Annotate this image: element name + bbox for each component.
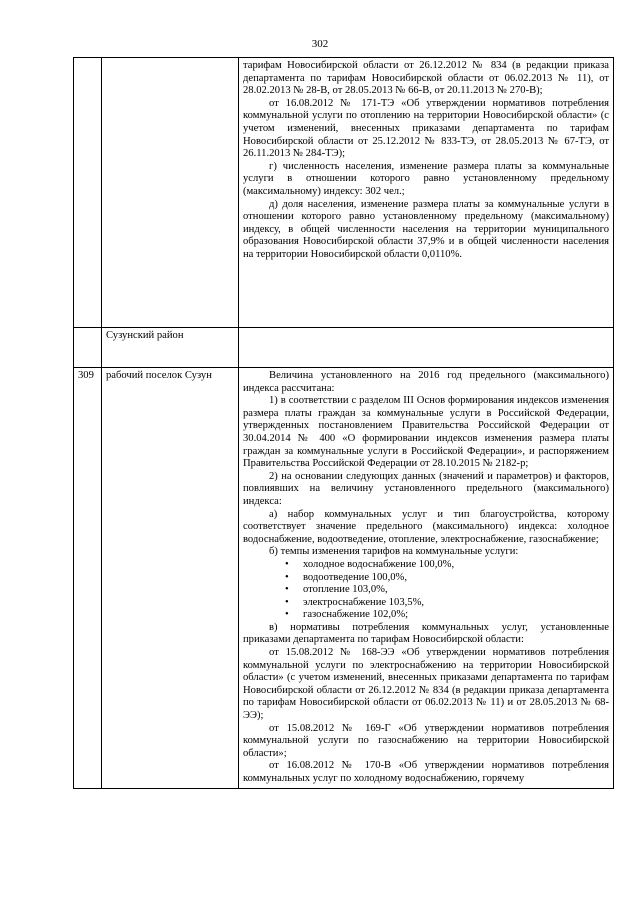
table-row	[74, 328, 614, 368]
list-item: • электроснабжение 103,5%,	[243, 597, 609, 610]
list-item: • холодное водоснабжение 100,0%,	[243, 559, 609, 572]
tariff-rate-list	[243, 559, 609, 622]
paragraph: 2) на основании следующих данных (значений и параметров) и факторов, повлиявших на величину установленного предельного (максимального) индекса:	[243, 470, 609, 507]
district-name: Сузунский район	[102, 328, 239, 368]
list-item: • водоотведение 100,0%,	[243, 572, 609, 585]
row-content	[239, 58, 614, 328]
settlement-name: рабочий поселок Сузун	[102, 368, 239, 789]
paragraph: от 16.08.2012 № 171-ТЭ «Об утверждении нормативов потребления коммунальной услуги по отоплению на территории Новосибирской области» (с учетом изменений, внесенных приказами департамента по тарифам Новосибирской области от 25.12.2012 № 833-ТЭ, от 28.05.2013 № 67-ТЭ, от 26.11.2013 № 284-ТЭ);	[243, 97, 609, 160]
row-content	[239, 328, 614, 368]
row-number	[74, 58, 102, 328]
paragraph: тарифам Новосибирской области от 26.12.2012 № 834 (в редакции приказа департамента по тарифам Новосибирской области от 06.02.2013 № 11), от 28.02.2013 № 28-В, от 28.05.2013 № 66-В, от 20.11.2013 № 270-В);	[243, 60, 609, 97]
list-item: • отопление 103,0%,	[243, 584, 609, 597]
list-item: • газоснабжение 102,0%;	[243, 609, 609, 622]
row-number: 309	[74, 368, 102, 789]
tariff-index-table	[73, 57, 614, 789]
row-name	[102, 58, 239, 328]
row-content	[239, 368, 614, 789]
paragraph: от 15.08.2012 № 168-ЭЭ «Об утверждении нормативов потребления коммунальной услуги по электроснабжению на территории Новосибирской области» (с учетом изменений, внесенных приказами департамента по тарифам Новосибирской области от 26.12.2012 № 834 (в редакции приказа департамента по тарифам Новосибирской области от 06.02.2013 № 11) и от 28.05.2013 № 68-ЭЭ);	[243, 647, 609, 722]
paragraph: Величина установленного на 2016 год предельного (максимального) индекса рассчитана:	[243, 370, 609, 394]
paragraph: г) численность населения, изменение размера платы за коммунальные услуги в отношении которого равно установленному предельному (максимальному) индексу: 302 чел.;	[243, 160, 609, 197]
paragraph: от 16.08.2012 № 170-В «Об утверждении нормативов потребления коммунальных услуг по холодному водоснабжению, горячему	[243, 760, 609, 784]
paragraph: а) набор коммунальных услуг и тип благоустройства, которому соответствует значение предельного (максимального) индекса: холодное водоснабжение, водоотведение, отопление, электроснабжение, газоснабжение;	[243, 508, 609, 545]
paragraph: д) доля населения, изменение размера платы за коммунальные услуги в отношении которого равно установленному предельному (максимальному) индексу, в общей численности населения на территории муниципального образования Новосибирской области 37,9% и в общей численности населения на территории Новосибирской области 0,0110%.	[243, 198, 609, 260]
paragraph: б) темпы изменения тарифов на коммунальные услуги:	[269, 546, 519, 558]
page-number: 302	[311, 38, 329, 50]
paragraph: 1) в соответствии с разделом III Основ формирования индексов изменения размера платы граждан за коммунальные услуги в Российской Федерации, утвержденных постановлением Правительства Российской Федерации от 30.04.2014 № 400 «О формировании индексов изменения размера платы граждан за коммунальные услуги в Российской Федерации», и распоряжением Правительства Российской Федерации от 28.10.2015 № 2182-р;	[243, 395, 609, 470]
table-row	[74, 368, 614, 789]
paragraph: от 15.08.2012 № 169-Г «Об утверждении нормативов потребления коммунальной услуги по газоснабжению на территории Новосибирской области»;	[243, 722, 609, 759]
row-number	[74, 328, 102, 368]
table-row	[74, 58, 614, 328]
paragraph: в) нормативы потребления коммунальных услуг, установленные приказами департамента по тарифам Новосибирской области:	[243, 621, 609, 646]
